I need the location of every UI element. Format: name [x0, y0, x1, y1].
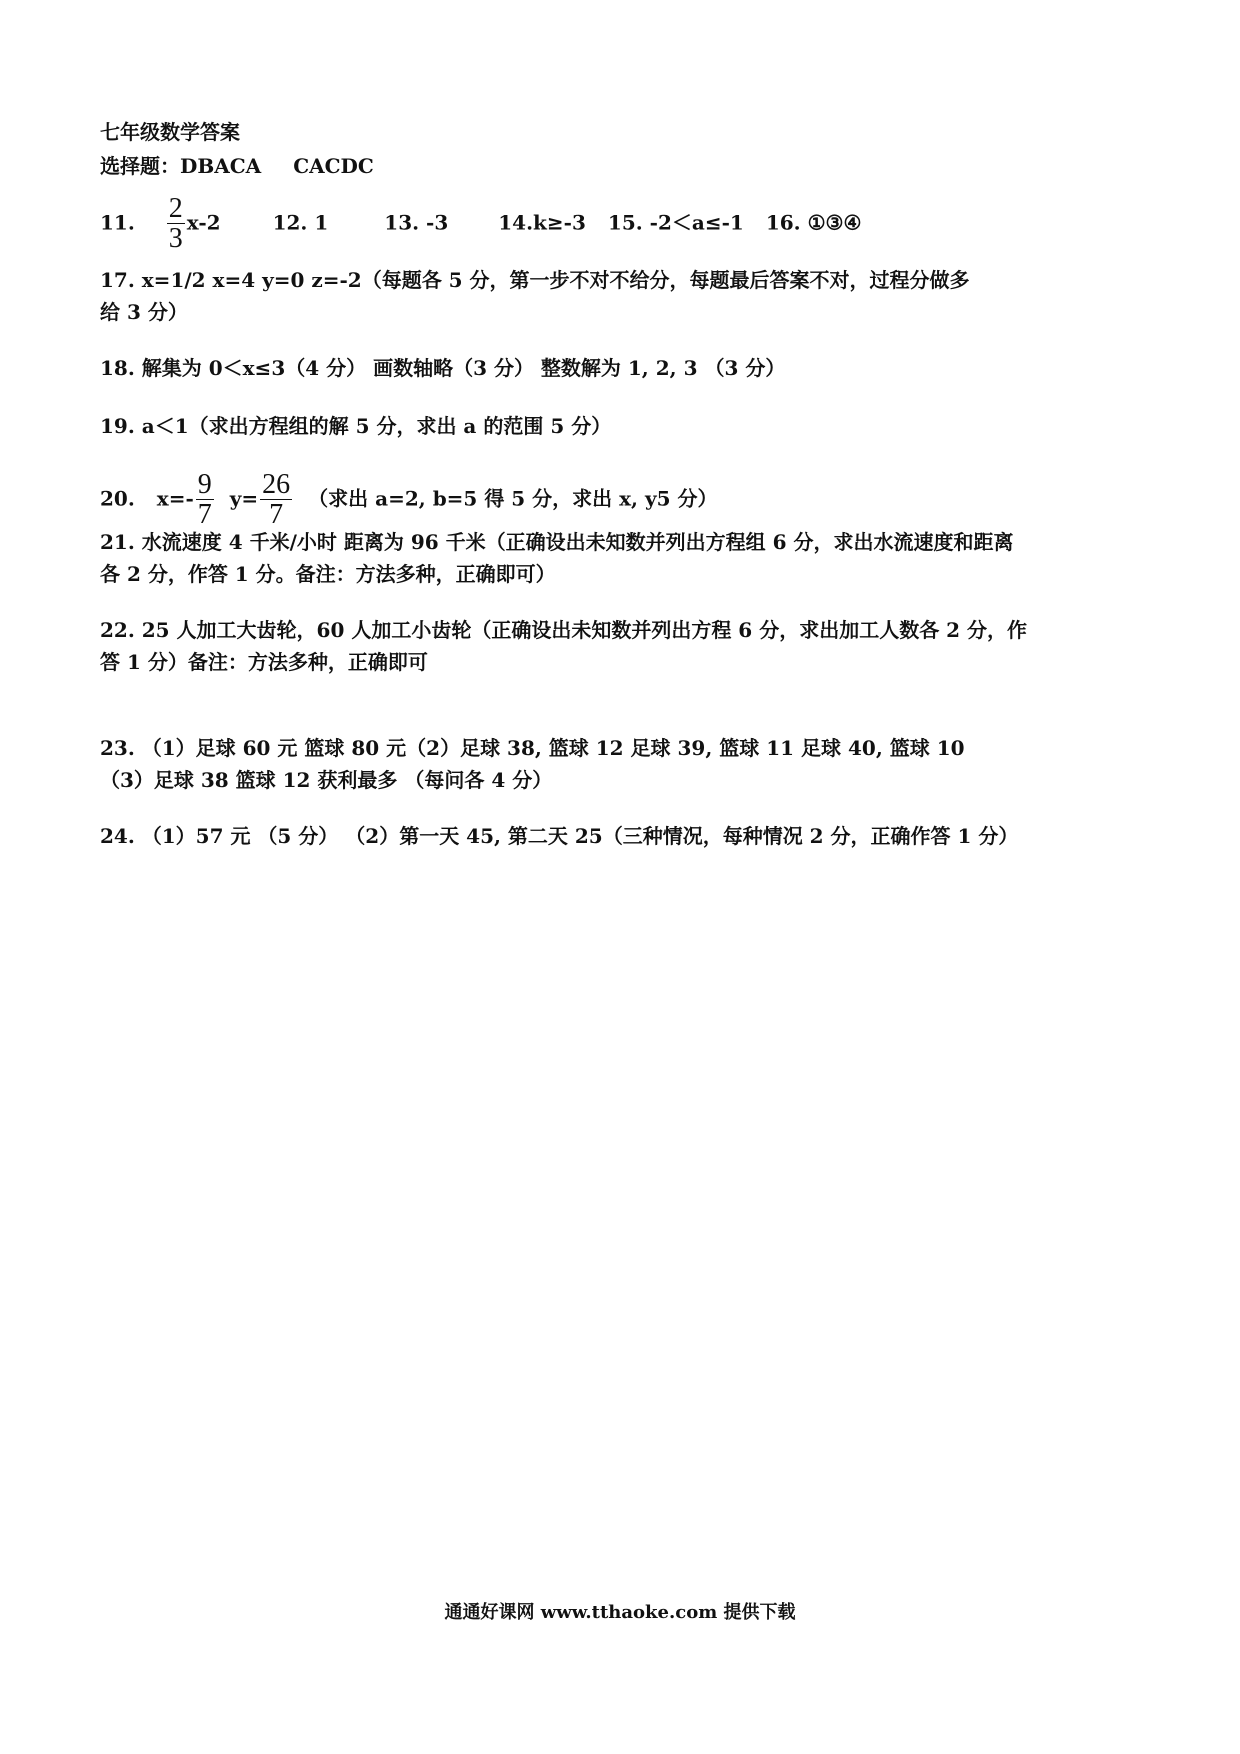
q13-answer: 13. -3 [384, 210, 449, 235]
q20-y-denominator: 7 [269, 499, 284, 531]
q12-answer: 12. 1 [272, 210, 329, 235]
q22-line1: 22. 25 人加工大齿轮，60 人加工小齿轮（正确设出未知数并列出方程 6 分，求出加工人数各 2 分，作 [100, 618, 1028, 642]
q20-y-numerator: 26 [262, 469, 291, 500]
q11-fraction [167, 194, 185, 254]
footer-credit: 通通好课网 www.tthaoke.com 提供下载 [444, 1602, 796, 1623]
q19-answer: 19. a＜1（求出方程组的解 5 分，求出 a 的范围 5 分） [100, 414, 612, 438]
q16-answer: 16. ①③④ [765, 210, 862, 235]
q17-line1: 17. x=1/2 x=4 y=0 z=-2（每题各 5 分，第一步不对不给分，每题最后答案不对，过程分做多 [100, 268, 970, 292]
q14-answer: 14.k≥-3 [498, 210, 586, 235]
q21-line1: 21. 水流速度 4 千米/小时 距离为 96 千米（正确设出未知数并列出方程组 6 分，求出水流速度和距离 [100, 530, 1014, 554]
choice-label: 选择题：DBACA [100, 154, 262, 178]
q20-answer [100, 470, 717, 530]
q22-line2: 答 1 分）备注：方法多种，正确即可 [100, 650, 428, 674]
page-title: 七年级数学答案 [100, 120, 240, 144]
q20-number: 20. [100, 486, 135, 511]
choice-part2: CACDC [293, 154, 374, 178]
q20-x-numerator: 9 [197, 469, 212, 500]
q17-line2: 给 3 分） [100, 300, 188, 324]
q21-line2: 各 2 分，作答 1 分。备注：方法多种，正确即可） [100, 562, 556, 586]
q18-answer: 18. 解集为 0＜x≤3（4 分） 画数轴略（3 分） 整数解为 1, 2, 3 （3 分） [100, 356, 786, 380]
q20-x-denominator: 7 [197, 499, 212, 531]
q20-y-fraction [260, 470, 292, 530]
q24-answer: 24. （1）57 元 （5 分） （2）第一天 45, 第二天 25（三种情况，每种情况 2 分，正确作答 1 分） [100, 824, 1019, 848]
q20-note: （求出 a=2, b=5 得 5 分，求出 x, y5 分） [308, 486, 718, 511]
q11-fraction-numerator: 2 [168, 193, 183, 224]
q23-line1: 23. （1）足球 60 元 篮球 80 元（2）足球 38, 篮球 12 足球 39, 篮球 11 足球 40, 篮球 10 [100, 736, 965, 760]
q11-number: 11. [100, 210, 135, 235]
q20-x-fraction [196, 470, 214, 530]
q11-suffix: x-2 [186, 210, 221, 235]
q11-fraction-denominator: 3 [168, 223, 183, 255]
q15-answer: 15. -2＜a≤-1 [607, 210, 744, 235]
choice-answers [100, 154, 374, 178]
row-11-16 [100, 194, 861, 254]
q20-y-prefix: y= [229, 486, 259, 511]
q23-line2: （3）足球 38 篮球 12 获利最多 （每问各 4 分） [100, 768, 553, 792]
q20-x-prefix: x=- [156, 486, 194, 511]
